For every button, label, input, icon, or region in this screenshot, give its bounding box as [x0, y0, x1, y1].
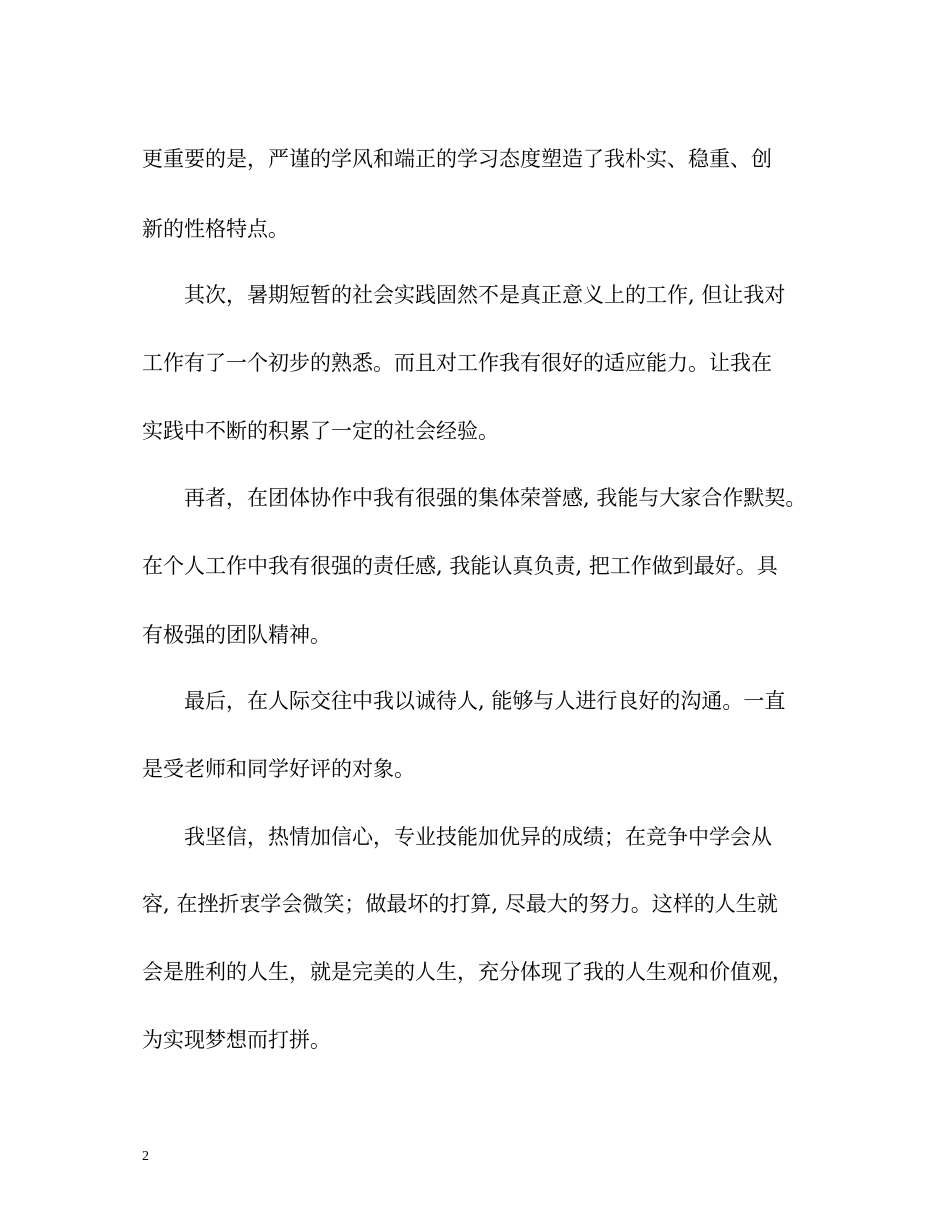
text-line: 是受老师和同学好评的对象。	[142, 757, 415, 781]
text-line: 会是胜利的人生，就是完美的人生，充分体现了我的人生观和价值观，	[142, 960, 793, 984]
text-line: 更重要的是，严谨的学风和端正的学习态度塑造了我朴实、稳重、创	[142, 147, 772, 171]
text-line: 为实现梦想而打拼。	[142, 1028, 331, 1052]
text-line: 其次，暑期短暂的社会实践固然不是真正意义上的工作, 但让我对	[184, 283, 786, 307]
text-line: 有极强的团队精神。	[142, 623, 331, 647]
text-line: 新的性格特点。	[142, 217, 289, 241]
text-line: 实践中不断的积累了一定的社会经验。	[142, 419, 499, 443]
text-line: 我坚信，热情加信心，专业技能加优异的成绩；在竞争中学会从	[184, 825, 772, 849]
text-line: 容, 在挫折衷学会微笑；做最坏的打算, 尽最大的努力。这样的人生就	[142, 892, 778, 916]
text-line: 在个人工作中我有很强的责任感, 我能认真负责, 把工作做到最好。具	[142, 554, 778, 578]
text-line: 工作有了一个初步的熟悉。而且对工作我有很好的适应能力。让我在	[142, 351, 772, 375]
text-line: 最后，在人际交往中我以诚待人, 能够与人进行良好的沟通。一直	[184, 689, 786, 713]
page-number: 2	[142, 1149, 149, 1164]
text-line: 再者，在团体协作中我有很强的集体荣誉感, 我能与大家合作默契。	[184, 486, 807, 510]
